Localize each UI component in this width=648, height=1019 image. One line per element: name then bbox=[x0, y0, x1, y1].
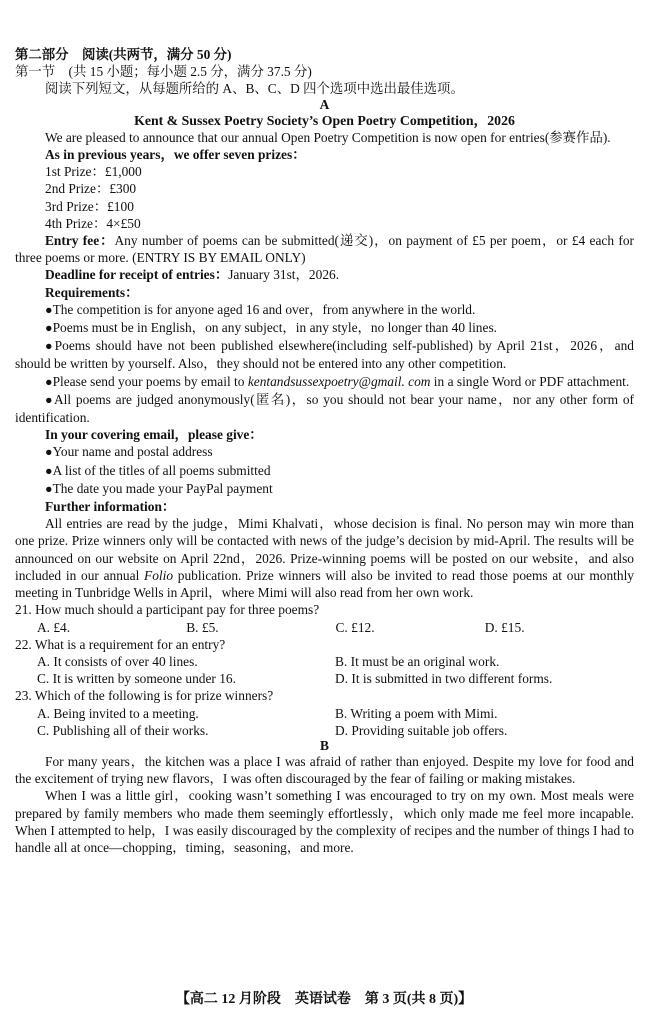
email-item-text: A list of the titles of all poems submitted bbox=[52, 462, 271, 478]
prizes-heading: As in previous years，we offer seven prizes： bbox=[45, 147, 306, 163]
entry-fee-label: Entry fee： bbox=[45, 233, 115, 249]
part-heading: 第二部分 阅读(共两节，满分 50 分) bbox=[15, 47, 232, 62]
email-item-text: Your name and postal address bbox=[52, 444, 213, 460]
bullet-icon: ● bbox=[45, 339, 55, 354]
entry-fee-text: Any number of poems can be submitted(递交)，on payment of £5 per poem，or £4 each for three poems or more. (ENTRY IS BY EMAIL ONLY) bbox=[15, 233, 635, 266]
page-content bbox=[15, 46, 634, 856]
bullet-icon: ● bbox=[45, 321, 53, 336]
requirement-text: Poems must be in English，on any subject，in any style，no longer than 40 lines. bbox=[52, 320, 498, 336]
question-22-options-row-1 bbox=[15, 653, 634, 670]
requirement-3 bbox=[15, 337, 634, 372]
question-21-stem: 21. How much should a participant pay for three poems? bbox=[15, 602, 320, 618]
further-text: publication. Prize winners will also be invited to read those poems at our monthly meeting in Tunbridge Wells in April，where Mimi will also read from her own work. bbox=[15, 567, 634, 601]
question-21-options bbox=[15, 619, 634, 636]
requirement-4 bbox=[15, 373, 634, 391]
option-b: B. It must be an original work. bbox=[335, 653, 500, 669]
option-d: D. £15. bbox=[484, 619, 525, 635]
option-c: C. £12. bbox=[335, 619, 375, 635]
further-text: All entries are read by the judge，Mimi Khalvati，whose decision is final. No person may win more than one prize. Prize winners only will be contacted with news of the judge’s decision by mid-April. The results will be announced on our website on April 22nd，2026. Prize-winning poems will be posted on our website，and also included in our annual bbox=[15, 516, 634, 583]
contact-email: kentandsussexpoetry@gmail. com bbox=[247, 373, 431, 389]
bullet-icon: ● bbox=[45, 392, 54, 407]
bullet-icon: ● bbox=[45, 374, 53, 389]
prize-3: 3rd Prize：£100 bbox=[45, 198, 134, 214]
passage-a-title: Kent & Sussex Poetry Society’s Open Poetry Competition，2026 bbox=[134, 112, 515, 128]
passage-b-label: B bbox=[320, 737, 329, 753]
deadline-label: Deadline for receipt of entries： bbox=[45, 267, 229, 283]
option-d: D. It is submitted in two different forms. bbox=[335, 671, 553, 687]
prize-2: 2nd Prize：£300 bbox=[45, 181, 137, 197]
section-instruction: 阅读下列短文，从每题所给的 A、B、C、D 四个选项中选出最佳选项。 bbox=[45, 81, 464, 97]
requirement-text: All poems are judged anonymously(匿名)，so you should not bear your name，nor any other form of identification. bbox=[15, 391, 634, 426]
requirement-1 bbox=[15, 301, 634, 319]
question-22-options-row-2 bbox=[15, 670, 634, 687]
requirements-heading: Requirements： bbox=[45, 284, 139, 300]
requirement-2 bbox=[15, 319, 634, 337]
option-b: B. Writing a poem with Mimi. bbox=[335, 705, 498, 721]
option-a: A. Being invited to a meeting. bbox=[37, 705, 199, 721]
option-c: C. Publishing all of their works. bbox=[37, 722, 209, 738]
email-heading: In your covering email，please give： bbox=[45, 427, 263, 443]
option-a: A. £4. bbox=[37, 619, 71, 635]
prize-1: 1st Prize：£1,000 bbox=[45, 164, 142, 180]
question-23-options-row-2 bbox=[15, 722, 634, 739]
email-item-3 bbox=[15, 480, 634, 498]
folio-title: Folio bbox=[144, 567, 174, 583]
page-footer: 【高二 12 月阶段 英语试卷 第 3 页(共 8 页)】 bbox=[175, 992, 473, 1007]
bullet-icon: ● bbox=[45, 445, 53, 460]
requirement-text: Poems should have not been published elsewhere(including self-published) by April 21st，2026，and should be written by yourself. Also，they should not be entered into any other competition. bbox=[15, 338, 634, 372]
question-22-stem: 22. What is a requirement for an entry? bbox=[15, 636, 226, 652]
bullet-icon: ● bbox=[45, 302, 53, 317]
option-c: C. It is written by someone under 16. bbox=[37, 671, 236, 687]
requirement-text: Please send your poems by email to bbox=[52, 373, 248, 389]
bullet-icon: ● bbox=[45, 463, 53, 478]
prize-4: 4th Prize：4×£50 bbox=[45, 215, 141, 231]
deadline-text: January 31st，2026. bbox=[228, 267, 340, 283]
question-23-stem: 23. Which of the following is for prize winners? bbox=[15, 688, 274, 704]
passage-b-paragraph-2: When I was a little girl，cooking wasn’t something I was encouraged to try on my own. Most meals were prepared by family members who made them seemingly effortlessly，which only made me feel more incapable. When I attempted to help，I was easily discouraged by the complexity of recipes and the number of things I had to handle all at once—chopping，timing，seasoning，and more. bbox=[15, 788, 634, 855]
option-d: D. Providing suitable job offers. bbox=[335, 722, 508, 738]
requirement-text: The competition is for anyone aged 16 and over，from anywhere in the world. bbox=[52, 301, 476, 317]
further-heading: Further information： bbox=[45, 499, 176, 515]
requirement-text: in a single Word or PDF attachment. bbox=[430, 373, 630, 389]
passage-b-paragraph-1: For many years，the kitchen was a place I was afraid of rather than enjoyed. Despite my love for food and the excitement of trying new flavors，I was often discouraged by the fear of failing or making mistakes. bbox=[15, 753, 634, 787]
bullet-icon: ● bbox=[45, 481, 53, 496]
passage-a-label: A bbox=[319, 96, 330, 112]
email-item-1 bbox=[15, 443, 634, 461]
question-23-options-row-1 bbox=[15, 705, 634, 722]
email-item-text: The date you made your PayPal payment bbox=[52, 480, 273, 496]
email-item-2 bbox=[15, 462, 634, 480]
passage-a-intro: We are pleased to announce that our annual Open Poetry Competition is now open for entries(参赛作品). bbox=[45, 129, 611, 145]
option-b: B. £5. bbox=[186, 619, 219, 635]
entry-fee-paragraph bbox=[15, 232, 634, 266]
requirement-5 bbox=[15, 391, 634, 426]
option-a: A. It consists of over 40 lines. bbox=[37, 653, 198, 669]
section-heading: 第一节 (共 15 小题；每小题 2.5 分，满分 37.5 分) bbox=[15, 64, 312, 80]
further-info bbox=[15, 515, 634, 601]
deadline-paragraph bbox=[15, 266, 634, 283]
